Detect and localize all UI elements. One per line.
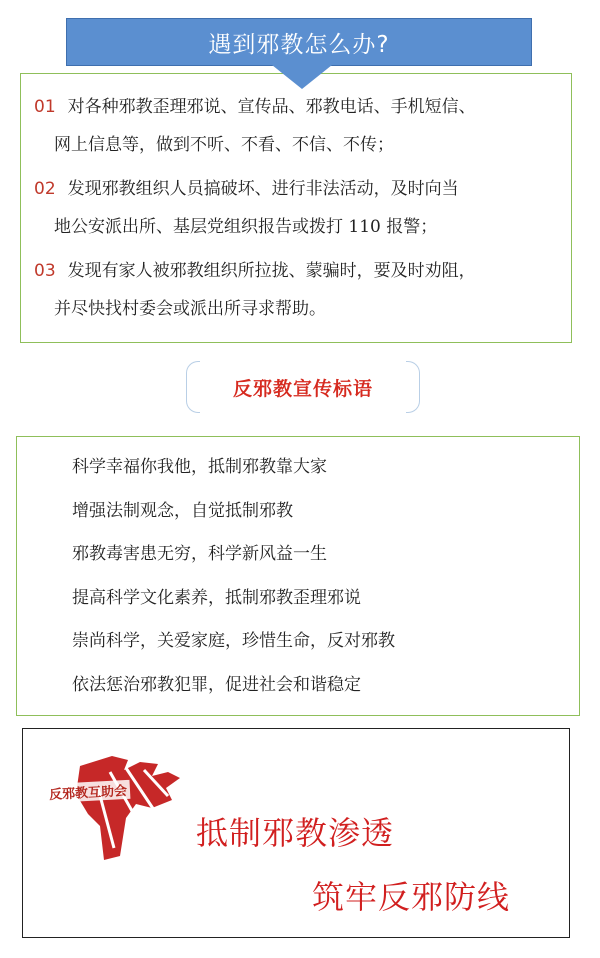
slogan-item: 崇尚科学，关爱家庭，珍惜生命，反对邪教: [72, 631, 395, 651]
slogan-item: 提高科学文化素养，抵制邪教歪理邪说: [72, 587, 361, 608]
item-number: 03: [34, 261, 56, 281]
fist-logo-icon: [40, 748, 200, 868]
item-number: 02: [34, 179, 56, 199]
title-banner: [66, 18, 532, 66]
item-text: 发现邪教组织人员搞破坏、进行非法活动，及时向当: [67, 179, 459, 199]
bracket-right: [406, 361, 420, 413]
guidance-item-2: [34, 170, 562, 246]
slogan-heading: [186, 361, 420, 413]
slogan-item: 科学幸福你我他，抵制邪教靠大家: [72, 457, 327, 477]
item-text-cont: 地公安派出所、基层党组织报告或拨打 110 报警；: [54, 217, 438, 237]
guidance-item-3: [34, 252, 562, 328]
item-text-cont: 网上信息等，做到不听、不看、不信、不传；: [54, 135, 394, 155]
slogan-line-2: 筑牢反邪防线: [312, 878, 511, 916]
slogan-list: [72, 446, 552, 707]
slogan-item: 邪教毒害患无穷，科学新风益一生: [72, 544, 327, 564]
slogan-heading-text: 反邪教宣传标语: [232, 377, 373, 400]
bracket-left: [186, 361, 200, 413]
item-text-cont: 并尽快找村委会或派出所寻求帮助。: [54, 299, 326, 319]
logo-label: 反邪教互助会: [46, 780, 131, 803]
item-number: 01: [34, 97, 56, 117]
page-title: 遇到邪教怎么办?: [208, 31, 390, 58]
guidance-item-1: [34, 88, 562, 164]
banner-arrow-icon: [272, 65, 332, 89]
slogan-item: 依法惩治邪教犯罪，促进社会和谐稳定: [72, 674, 361, 695]
slogan-item: 增强法制观念，自觉抵制邪教: [72, 500, 293, 521]
item-text: 对各种邪教歪理邪说、宣传品、邪教电话、手机短信、: [67, 97, 476, 117]
slogan-line-1: 抵制邪教渗透: [196, 814, 395, 852]
item-text: 发现有家人被邪教组织所拉拢、蒙骗时，要及时劝阻，: [67, 261, 476, 281]
